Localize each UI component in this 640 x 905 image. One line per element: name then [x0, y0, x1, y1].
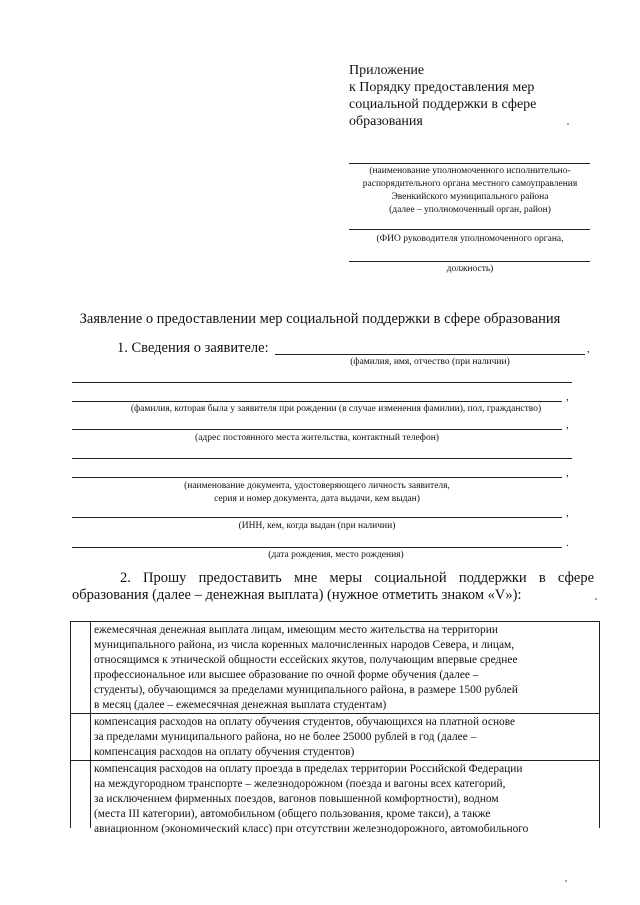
document-note-line: серия и номер документа, дата выдачи, кем выдан) [214, 494, 420, 504]
section2-line: образования (далее – денежная выплата) (нужное отметить знаком «V»): [72, 587, 522, 603]
document-line-1[interactable] [72, 458, 572, 459]
option-line: за исключением фирменных поездов, вагонов повышенной комфортности), водном [94, 793, 499, 805]
appendix-line: образования [349, 114, 423, 129]
scan-speck [565, 880, 567, 882]
option-line: на междугородном транспорте – железнодорожном (поезда и вагоны всех категорий, [94, 778, 506, 790]
section2-paragraph [72, 570, 594, 604]
birth-line[interactable] [72, 547, 562, 548]
birth-period: . [566, 537, 569, 549]
option-row [71, 761, 600, 829]
birth-note: (дата рождения, место рождения) [268, 550, 404, 560]
option-line: компенсация расходов на оплату обучения студентов, обучающихся на платной основе [94, 716, 516, 728]
appendix-line: социальной поддержки в сфере [349, 97, 537, 112]
option-line: за пределами муниципального района, но не более 25000 рублей в год (далее – [94, 731, 477, 743]
option-line: студенты), обучающимся за пределами муниципального района, в размере 1500 рублей [94, 684, 518, 696]
appendix-header [349, 62, 589, 130]
option-line: относящимся к этнической общности ессейских якутов, получающим впервые среднее [94, 654, 518, 666]
fio-note: (фамилия, имя, отчество (при наличии) [350, 357, 510, 367]
organ-note-line: (далее – уполномоченный орган, район) [389, 205, 551, 215]
option-line: (места III категории), автомобильном (общего пользования, кроме такси), а также [94, 808, 491, 820]
option-checkbox[interactable] [71, 714, 91, 761]
option-text [91, 761, 600, 835]
option-line: компенсация расходов на оплату обучения студентов) [94, 746, 355, 758]
option-text [91, 622, 600, 714]
organ-name-line[interactable] [349, 163, 590, 164]
appendix-line: к Порядку предоставления мер [349, 80, 535, 95]
fio-comma: , [587, 343, 590, 355]
position-line[interactable] [349, 261, 590, 262]
fio-line[interactable] [275, 354, 585, 355]
option-text [91, 714, 600, 761]
option-checkbox[interactable] [71, 622, 91, 714]
appendix-line: Приложение [349, 63, 425, 78]
head-name-line[interactable] [349, 229, 590, 230]
option-line: компенсация расходов на оплату проезда в пределах территории Российской Федерации [94, 763, 523, 775]
address-note: (адрес постоянного места жительства, контактный телефон) [195, 433, 439, 443]
option-line: муниципального района, из числа коренных малочисленных народов Севера, и лицам, [94, 639, 515, 651]
document-note-line: (наименование документа, удостоверяющего личность заявителя, [184, 481, 450, 491]
organ-name-note [345, 165, 595, 217]
document-note [72, 480, 562, 506]
option-text-clip [94, 762, 596, 835]
address-line[interactable] [72, 429, 562, 430]
address-comma: , [566, 419, 569, 431]
option-line: ежемесячная денежная выплата лицам, имеющим место жительства на территории [94, 624, 498, 636]
scan-speck [567, 123, 569, 125]
inn-line[interactable] [72, 517, 562, 518]
birth-name-note: (фамилия, которая была у заявителя при рождении (в случае изменения фамилии), пол, гражданство) [130, 404, 542, 414]
extra-fio-line[interactable] [72, 382, 572, 383]
position-note: должность) [446, 264, 494, 274]
section2-line: 2. Прошу предоставить мне меры социальной поддержки в сфере [120, 570, 594, 586]
birth-name-comma: , [566, 391, 569, 403]
head-name-note: (ФИО руководителя уполномоченного органа, [376, 234, 564, 244]
organ-note-line: распорядительного органа местного самоуправления [362, 179, 578, 189]
document-line-2[interactable] [72, 477, 562, 478]
option-line: авиационном (экономический класс) при отсутствии железнодорожного, автомобильного [94, 823, 529, 835]
options-table [70, 621, 600, 835]
document-title: Заявление о предоставлении мер социальной поддержки в сфере образования [79, 311, 561, 327]
scan-speck [595, 598, 597, 600]
option-checkbox[interactable] [71, 761, 91, 829]
document-comma: , [566, 467, 569, 479]
section1-label: 1. Сведения о заявителе: [117, 340, 269, 356]
inn-comma: , [566, 507, 569, 519]
inn-note: (ИНН, кем, когда выдан (при наличии) [238, 521, 396, 531]
birth-name-line[interactable] [72, 401, 562, 402]
option-line: профессиональное или высшее образование по очной форме обучения (далее – [94, 669, 479, 681]
option-line: в месяц (далее – ежемесячная денежная выплата студентам) [94, 699, 387, 711]
option-row [71, 622, 600, 714]
organ-note-line: (наименование уполномоченного исполнительно- [369, 166, 571, 176]
organ-note-line: Эвенкийского муниципального района [391, 192, 549, 202]
option-row [71, 714, 600, 761]
